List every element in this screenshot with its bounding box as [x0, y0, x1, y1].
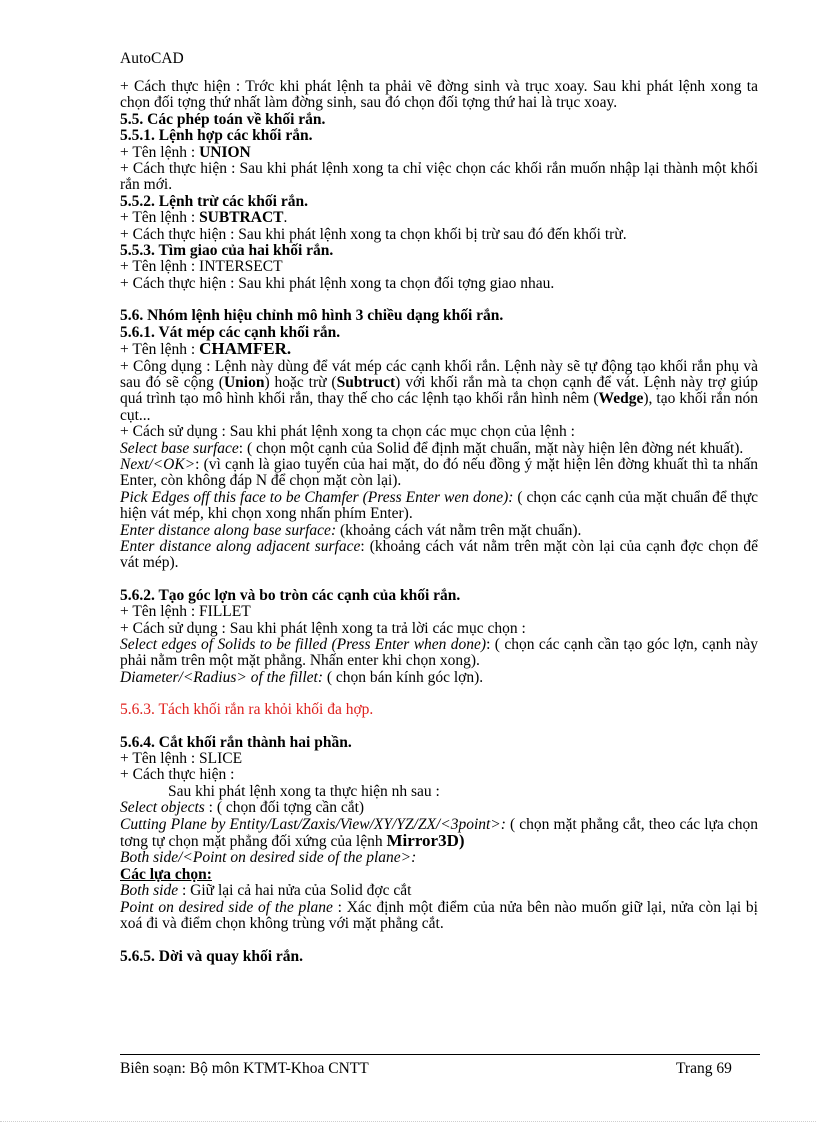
heading-5-6-4: 5.6.4. Cắt khối rắn thành hai phần.	[120, 733, 352, 751]
paragraph: Sau khi phát lệnh xong ta thực hiện nh sau :	[168, 782, 440, 800]
paragraph: + Tên lệnh : INTERSECT	[120, 258, 283, 276]
prompt-text: Diameter/<Radius> of the fillet:	[120, 668, 324, 686]
paragraph	[120, 210, 758, 226]
emphasis: Union	[223, 373, 265, 391]
text: ) với khối rắn mà ta chọn cạnh để vát. Lệnh này trợ giúp quá trình tạo mô hình khối rắn, thay thế cho các lệnh tạo khối rắn hình nêm (	[120, 373, 758, 408]
page-edge	[0, 1121, 816, 1122]
paragraph: + Tên lệnh : SLICE	[120, 750, 243, 768]
text: : Giữ lại cả hai nửa của Solid đợc cắt	[178, 882, 412, 900]
spacer	[120, 292, 758, 308]
spacer	[120, 686, 758, 702]
text: + Tên lệnh :	[120, 143, 200, 161]
paragraph	[120, 523, 758, 539]
page-number: Trang 69	[676, 1060, 732, 1077]
text: ( chọn mặt phẳng cắt, theo các lựa chọn tơng tự chọn mặt phẳng đối xứng của lệnh	[120, 815, 759, 851]
prompt-text: Pick Edges off this face to be Chamfer (Press Enter wen done):	[120, 488, 514, 506]
paragraph	[120, 490, 758, 523]
paragraph	[120, 900, 758, 933]
paragraph	[120, 359, 758, 425]
paragraph: + Cách thực hiện : Sau khi phát lệnh xong ta chọn khối bị trừ sau đó đến khối trừ.	[120, 225, 627, 243]
paragraph	[120, 441, 758, 457]
heading-5-6-1: 5.6.1. Vát mép các cạnh khối rắn.	[120, 323, 341, 341]
text: .	[283, 209, 288, 227]
prompt-text: Select objects	[120, 799, 205, 817]
prompt-text: Select base surface	[120, 439, 239, 457]
text: : (vì cạnh là giao tuyến của hai mặt, do đó nếu đồng ý mặt hiện lên đờng khuất thì ta nhấn Enter, còn không đáp N để chọn mặt còn lại).	[120, 455, 758, 490]
spacer	[120, 719, 758, 735]
prompt-text: Enter distance along base surface:	[120, 521, 337, 539]
paragraph: + Cách thực hiện : Trớc khi phát lệnh ta phải vẽ đờng sinh và trục xoay. Sau khi phát lệnh xong ta chọn đối tợng thứ nhất làm đờng sinh, sau đó chọn đối tợng thứ hai là trục xoay.	[120, 78, 758, 112]
paragraph	[120, 637, 758, 670]
paragraph	[120, 145, 758, 161]
paragraph: + Cách thực hiện : Sau khi phát lệnh xong ta chọn đối tợng giao nhau.	[120, 274, 555, 292]
footer-divider	[120, 1054, 760, 1055]
text: ), tạo khối rắn nón cụt...	[120, 390, 758, 424]
paragraph	[120, 817, 758, 851]
emphasis: Wedge	[598, 390, 644, 408]
spacer	[120, 933, 758, 949]
heading-5-6-2: 5.6.2. Tạo góc lợn và bo tròn các cạnh của khối rắn.	[120, 586, 461, 604]
text: ) hoặc trừ (	[264, 373, 337, 391]
heading-5-5-1: 5.5.1. Lệnh hợp các khối rắn.	[120, 127, 313, 145]
command-name: Mirror3D)	[386, 831, 465, 851]
prompt-text: Cutting Plane by Entity/Last/Zaxis/View/XY/YZ/ZX/<3point>:	[120, 815, 506, 833]
paragraph: + Cách thực hiện :	[120, 766, 235, 784]
text: ( chọn các cạnh của mặt chuẩn để thực hiện vát mép, khi chọn xong nhấn phím Enter).	[120, 488, 758, 523]
command-name: CHAMFER.	[199, 339, 292, 359]
text: : (khoảng cách vát nằm trên mặt còn lại của cạnh đợc chọn để vát mép).	[120, 537, 758, 572]
prompt-text: Select edges of Solids to be filled (Press Enter when done)	[120, 636, 487, 653]
paragraph	[120, 539, 758, 572]
paragraph: + Cách thực hiện : Sau khi phát lệnh xong ta chỉ việc chọn các khối rắn muốn nhập lại thành một khối rắn mới.	[120, 160, 758, 194]
heading-5-6-3: 5.6.3. Tách khối rắn ra khỏi khối đa hợp.	[120, 701, 374, 719]
options-heading: Các lựa chọn:	[120, 865, 212, 883]
heading-5-5-3: 5.5.3. Tìm giao của hai khối rắn.	[120, 242, 334, 260]
paragraph: + Cách sử dụng : Sau khi phát lệnh xong ta trả lời các mục chọn :	[120, 619, 526, 637]
text: ( chọn bán kính góc lợn).	[323, 668, 484, 686]
paragraph	[120, 800, 758, 816]
text: : ( chọn đối tợng cần cắt)	[204, 799, 365, 817]
prompt-text: Point on desired side of the plane	[120, 898, 333, 916]
prompt-text: Both side/<Point on desired side of the plane>:	[120, 849, 417, 867]
text: : Xác định một điểm của nửa bên nào muốn giữ lại, nửa còn lại bị xoá đi và điểm chọn không trùng với mặt phẳng cắt.	[120, 898, 758, 933]
paragraph	[120, 883, 758, 899]
prompt-text: Enter distance along adjacent surface	[120, 537, 361, 555]
footer-author: Biên soạn: Bộ môn KTMT-Khoa CNTT	[120, 1060, 369, 1077]
command-name: SUBTRACT	[199, 209, 284, 227]
heading-5-5: 5.5. Các phép toán về khối rắn.	[120, 110, 326, 128]
text: : ( chọn một cạnh của Solid để định mặt chuẩn, mặt này hiện lên đờng nét khuất).	[238, 439, 744, 457]
page-header: AutoCAD	[120, 50, 184, 67]
paragraph: + Tên lệnh : FILLET	[120, 603, 251, 621]
text: + Tên lệnh :	[120, 209, 200, 227]
text: (khoảng cách vát nằm trên mặt chuẩn).	[336, 521, 582, 539]
prompt-text: Both side	[120, 882, 179, 900]
paragraph	[120, 341, 758, 358]
heading-5-6-5: 5.6.5. Dời và quay khối rắn.	[120, 947, 303, 965]
command-name: UNION	[199, 143, 251, 161]
text: + Công dụng : Lệnh này dùng để vát mép các cạnh khối rắn. Lệnh này sẽ tự động tạo khối rắn phụ và sau đó sẽ cộng (	[120, 357, 758, 391]
prompt-text: Next/<OK>	[120, 455, 196, 473]
paragraph: + Cách sử dụng : Sau khi phát lệnh xong ta chọn các mục chọn của lệnh :	[120, 423, 575, 441]
spacer	[120, 572, 758, 588]
text: + Tên lệnh :	[120, 341, 200, 359]
paragraph	[120, 457, 758, 490]
heading-5-6: 5.6. Nhóm lệnh hiệu chỉnh mô hình 3 chiều dạng khối rắn.	[120, 307, 504, 325]
document-body	[120, 79, 758, 965]
emphasis: Subtruct	[336, 373, 396, 391]
paragraph	[120, 670, 758, 686]
text: : ( chọn các cạnh cần tạo góc lợn, cạnh này phải nằm trên một mặt phẳng. Nhấn enter khi chọn xong).	[120, 636, 759, 670]
heading-5-5-2: 5.5.2. Lệnh trừ các khối rắn.	[120, 192, 308, 210]
